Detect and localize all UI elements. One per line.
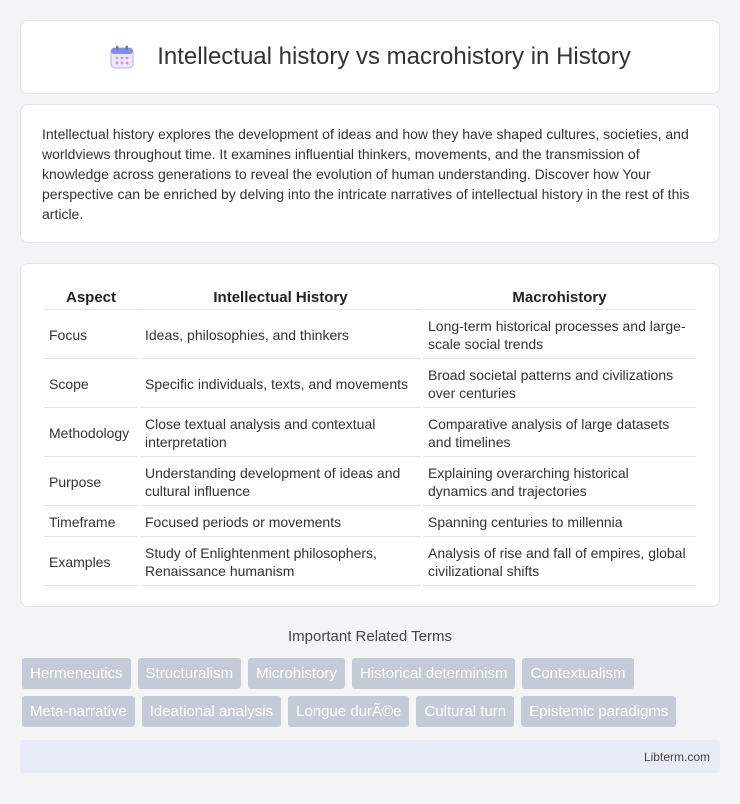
row-intellectual: Specific individuals, texts, and movements [140, 361, 421, 408]
row-aspect: Timeframe [44, 508, 138, 537]
header-macrohistory: Macrohistory [423, 286, 696, 310]
row-intellectual: Close textual analysis and contextual interpretation [140, 410, 421, 457]
footer-brand[interactable]: Libterm.com [643, 749, 710, 764]
row-macro: Long-term historical processes and large-scale social trends [423, 312, 696, 359]
row-macro: Explaining overarching historical dynamics and trajectories [423, 459, 696, 506]
title-card [20, 20, 720, 94]
table-row [44, 312, 696, 359]
term-tag[interactable]: Ideational analysis [142, 696, 281, 727]
row-intellectual: Ideas, philosophies, and thinkers [140, 312, 421, 359]
intro-card [20, 104, 720, 243]
table-row [44, 508, 696, 537]
table-row [44, 361, 696, 408]
row-intellectual: Study of Enlightenment philosophers, Renaissance humanism [140, 539, 421, 586]
comparison-table [42, 284, 698, 588]
intro-paragraph: Intellectual history explores the development of ideas and how they have shaped cultures, societies, and worldviews throughout time. It examines influential thinkers, movements, and the transmission of knowledge across generations to reveal the evolution of human understanding. Discover how Your perspective can be enriched by delving into the intricate narratives of intellectual history in the rest of this article. [42, 126, 690, 222]
term-tag[interactable]: Historical determinism [352, 658, 516, 689]
table-row [44, 410, 696, 457]
term-tag[interactable]: Contextualism [522, 658, 633, 689]
table-row [44, 459, 696, 506]
row-aspect: Methodology [44, 410, 138, 457]
row-intellectual: Understanding development of ideas and cultural influence [140, 459, 421, 506]
footer [20, 740, 720, 773]
term-tag[interactable]: Microhistory [248, 658, 345, 689]
term-tag[interactable]: Structuralism [138, 658, 242, 689]
header-intellectual-history: Intellectual History [140, 286, 421, 310]
comparison-card [20, 263, 720, 607]
row-aspect: Examples [44, 539, 138, 586]
related-terms-heading: Important Related Terms [288, 628, 452, 645]
page-title: Intellectual history vs macrohistory in History [157, 43, 631, 70]
header-aspect: Aspect [44, 286, 138, 310]
row-aspect: Scope [44, 361, 138, 408]
row-macro: Spanning centuries to millennia [423, 508, 696, 537]
row-macro: Broad societal patterns and civilizations over centuries [423, 361, 696, 408]
row-aspect: Purpose [44, 459, 138, 506]
terms-row [22, 658, 722, 689]
terms-row [22, 696, 722, 727]
term-tag[interactable]: Hermeneutics [22, 658, 131, 689]
row-aspect: Focus [44, 312, 138, 359]
term-tag[interactable]: Epistemic paradigms [521, 696, 676, 727]
related-terms-list [22, 658, 722, 734]
row-macro: Comparative analysis of large datasets and timelines [423, 410, 696, 457]
row-intellectual: Focused periods or movements [140, 508, 421, 537]
table-header-row [44, 286, 696, 310]
calendar-icon [109, 44, 135, 70]
table-row [44, 539, 696, 586]
row-macro: Analysis of rise and fall of empires, global civilizational shifts [423, 539, 696, 586]
term-tag[interactable]: Meta-narrative [22, 696, 135, 727]
term-tag[interactable]: Longue durÃ©e [288, 696, 409, 727]
term-tag[interactable]: Cultural turn [416, 696, 514, 727]
